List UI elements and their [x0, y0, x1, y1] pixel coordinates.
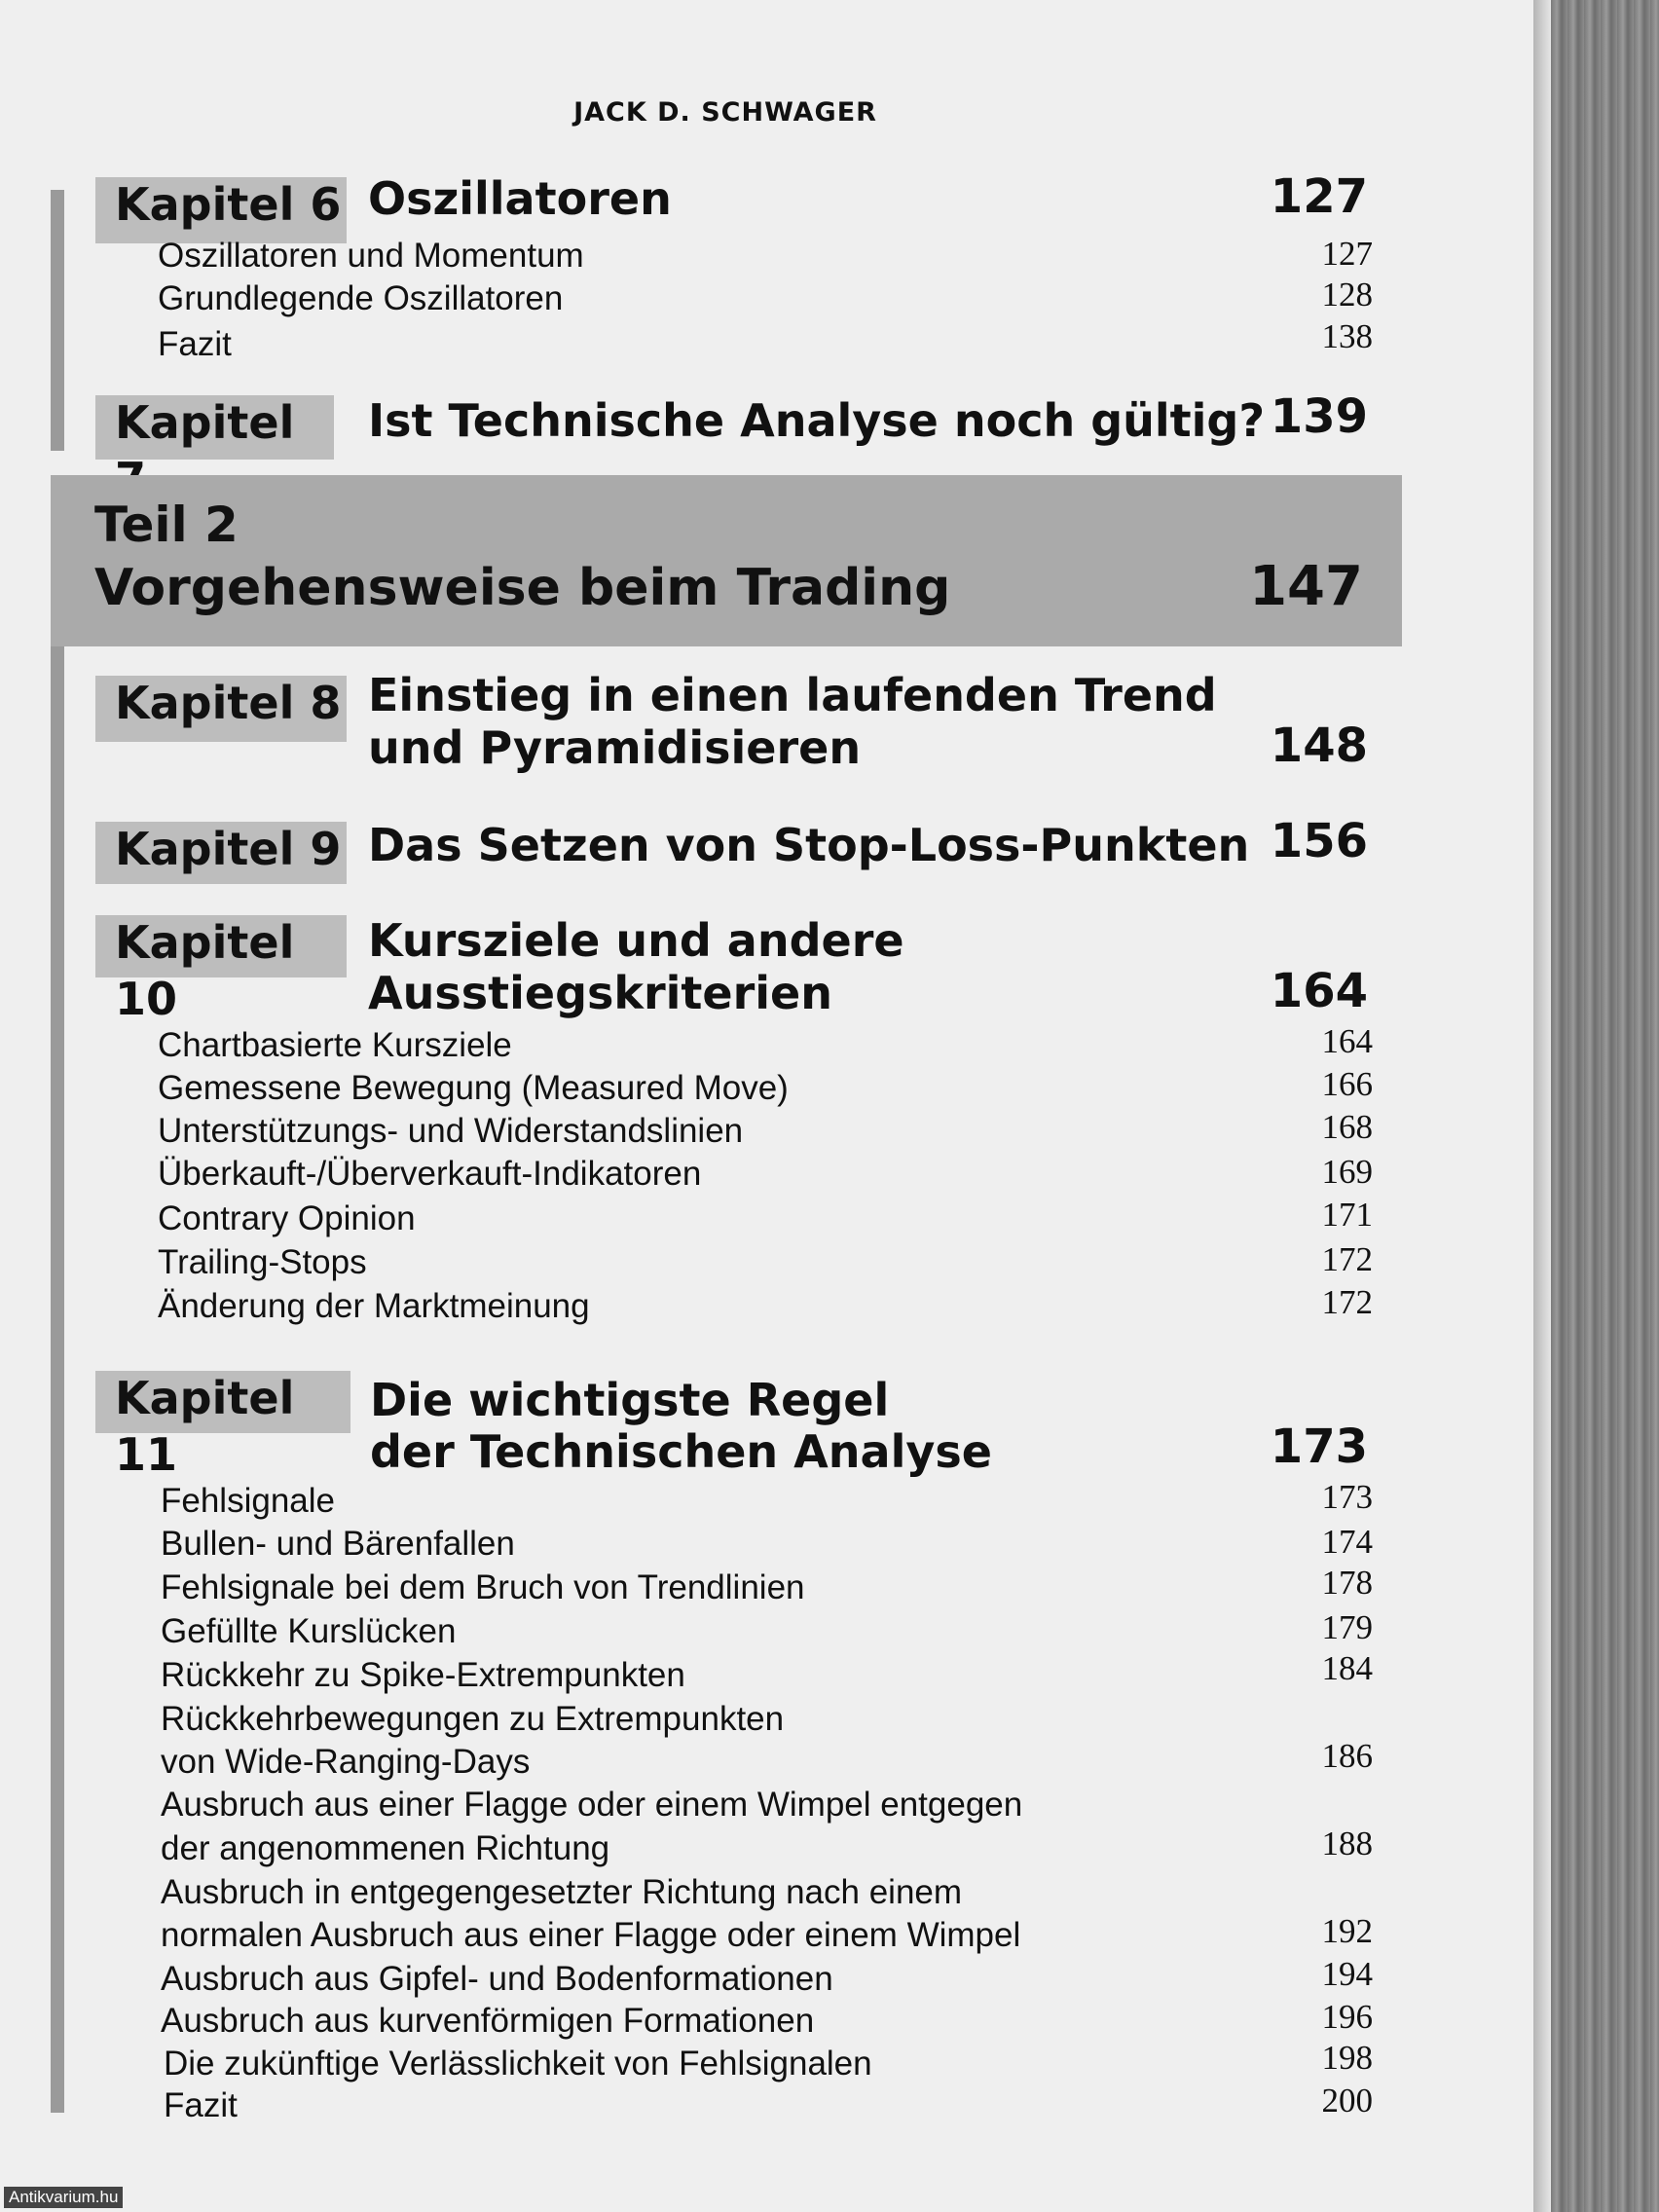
- chapter-title-line1: Kursziele und andere: [368, 914, 904, 967]
- toc-entry-continued: von Wide-Ranging-Days: [161, 1743, 531, 1781]
- part-title: Vorgehensweise beim Trading: [94, 559, 951, 617]
- toc-entry-page: 194: [1321, 1955, 1373, 1993]
- toc-entry-page: 200: [1321, 2082, 1373, 2120]
- toc-entry-page: 164: [1321, 1022, 1373, 1060]
- chapter-title: Ist Technische Analyse noch gültig?: [368, 394, 1266, 447]
- toc-entry: Ausbruch aus einer Flagge oder einem Wimpel entgegen: [161, 1786, 1023, 1824]
- chapter-label: Kapitel 8: [95, 676, 347, 742]
- toc-entry: Contrary Opinion: [158, 1199, 416, 1237]
- toc-entry-page: 196: [1321, 1998, 1373, 2036]
- chapter-title: Oszillatoren: [368, 172, 672, 225]
- toc-entry: Gefüllte Kurslücken: [161, 1612, 457, 1650]
- toc-entry: Ausbruch in entgegengesetzter Richtung nach einem: [161, 1873, 963, 1911]
- toc-entry-page: 174: [1321, 1523, 1373, 1561]
- toc-entry: Oszillatoren und Momentum: [158, 237, 584, 275]
- chapter-title-line1: Einstieg in einen laufenden Trend: [368, 669, 1217, 721]
- toc-entry-continued: der angenommenen Richtung: [161, 1829, 610, 1867]
- toc-entry: Chartbasierte Kursziele: [158, 1026, 512, 1064]
- toc-entry-page: 138: [1321, 317, 1373, 355]
- chapter-rule: [51, 646, 64, 2113]
- toc-entry: Rückkehr zu Spike-Extrempunkten: [161, 1656, 685, 1694]
- toc-entry: Trailing-Stops: [158, 1243, 367, 1281]
- toc-entry-page: 172: [1321, 1283, 1373, 1321]
- toc-entry: Ausbruch aus kurvenförmigen Formationen: [161, 2002, 815, 2040]
- toc-entry: Grundlegende Oszillatoren: [158, 279, 564, 317]
- chapter-page: 173: [1270, 1419, 1368, 1474]
- toc-entry-page: 168: [1321, 1108, 1373, 1146]
- toc-entry-page: 172: [1321, 1240, 1373, 1278]
- toc-entry-page: 188: [1321, 1825, 1373, 1862]
- background-surface: [1551, 0, 1659, 2212]
- toc-entry-page: 128: [1321, 276, 1373, 313]
- toc-entry: Ausbruch aus Gipfel- und Bodenformationen: [161, 1960, 833, 1998]
- chapter-label: Kapitel 9: [95, 822, 347, 884]
- part-label: Teil 2: [94, 497, 239, 553]
- toc-entry-page: 166: [1321, 1065, 1373, 1103]
- part-page: 147: [1249, 555, 1363, 618]
- toc-entry-page: 127: [1321, 235, 1373, 273]
- toc-entry: Gemessene Bewegung (Measured Move): [158, 1069, 789, 1107]
- toc-entry-page: 173: [1321, 1478, 1373, 1516]
- toc-entry: Fehlsignale: [161, 1482, 335, 1520]
- toc-entry-continued: normalen Ausbruch aus einer Flagge oder einem Wimpel: [161, 1916, 1021, 1954]
- page-edge: [1533, 0, 1551, 2212]
- chapter-label: Kapitel 11: [95, 1371, 350, 1433]
- toc-entry: Die zukünftige Verlässlichkeit von Fehlsignalen: [164, 2045, 872, 2083]
- toc-entry: Fazit: [158, 325, 232, 363]
- chapter-label: Kapitel 6: [95, 177, 347, 243]
- chapter-title-line1: Die wichtigste Regel: [370, 1374, 890, 1426]
- toc-entry: Fehlsignale bei dem Bruch von Trendlinien: [161, 1568, 805, 1606]
- chapter-page: 127: [1270, 169, 1368, 224]
- chapter-rule: [51, 190, 64, 451]
- toc-entry: Fazit: [164, 2086, 238, 2124]
- chapter-page: 164: [1270, 964, 1368, 1018]
- running-header: JACK D. SCHWAGER: [573, 97, 877, 128]
- toc-entry-page: 171: [1321, 1196, 1373, 1234]
- toc-entry-page: 186: [1321, 1737, 1373, 1775]
- toc-entry-page: 192: [1321, 1912, 1373, 1950]
- toc-entry-page: 178: [1321, 1564, 1373, 1602]
- chapter-title-line2: und Pyramidisieren: [368, 721, 862, 774]
- chapter-title-line2: der Technischen Analyse: [370, 1425, 992, 1478]
- chapter-title: Das Setzen von Stop-Loss-Punkten: [368, 819, 1250, 871]
- chapter-label: Kapitel: [95, 395, 334, 460]
- toc-entry-page: 179: [1321, 1608, 1373, 1646]
- chapter-title-line2: Ausstiegskriterien: [368, 967, 833, 1019]
- toc-entry: Bullen- und Bärenfallen: [161, 1525, 515, 1563]
- toc-entry: Überkauft-/Überverkauft-Indikatoren: [158, 1155, 702, 1193]
- toc-entry: Unterstützungs- und Widerstandslinien: [158, 1112, 744, 1150]
- chapter-page: 139: [1270, 389, 1368, 444]
- toc-entry: Änderung der Marktmeinung: [158, 1287, 590, 1325]
- chapter-label: Kapitel 10: [95, 915, 347, 977]
- toc-entry: Rückkehrbewegungen zu Extrempunkten: [161, 1700, 785, 1738]
- watermark: Antikvarium.hu: [4, 2187, 123, 2208]
- chapter-page: 148: [1270, 719, 1368, 773]
- part-band: [51, 475, 1402, 646]
- toc-entry-page: 198: [1321, 2039, 1373, 2077]
- toc-entry-page: 184: [1321, 1649, 1373, 1687]
- chapter-page: 156: [1270, 814, 1368, 868]
- toc-entry-page: 169: [1321, 1153, 1373, 1191]
